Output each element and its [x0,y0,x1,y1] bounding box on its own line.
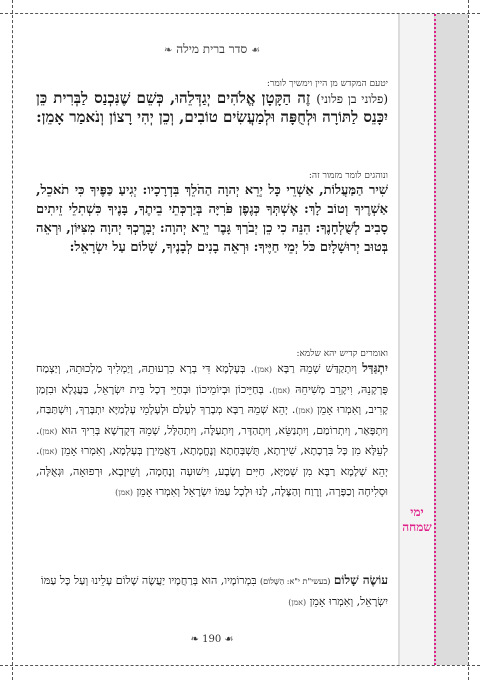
psalm-section [36,170,388,257]
blessing-body: זֶה הַקָּטָן אֱלֹהִים יְגַדְּלֵהוּ, כְּשֵׁם שֶׁנִּכְנַס לַבְּרִית כֵּן יִכָּנֵס לַתּוֹרָה וּלְחֻפָּה וּלְמַעֲשִׂים טוֹבִים, וְכֵן יְהִי רָצוֹן וְנֹאמַר אָמֵן: [36,89,388,126]
tab-divider-line [434,14,436,665]
crop-line-left [12,0,13,680]
amen-response: (אמן) [288,598,307,607]
oseh-shalom-section [36,570,388,613]
amen-response: (אמן) [295,406,314,416]
kaddish-part-6: . יְהֵא שְׁלָמָא רַבָּא מִן שְׁמַיָּא, חַיִּים וְשָׂבָע, וִישׁוּעָה וְנֶחָמָה, וְשֵׁיזָבָא, וּרְפוּאָה, וּגְאֻלָּה, וּסְלִיחָה וְכַפָּרָה, וְרֶוַח וְהַצָּלָה, לָנוּ וּלְכָל עַמּוֹ יִשְׂרָאֵל וְאִמְרוּ אָמֵן [36,444,388,498]
oseh-shalom-text [36,570,388,613]
kaddish-part-4: . יְהֵא שְׁמֵהּ רַבָּא מְבָרַךְ לְעָלַם וּלְעָלְמֵי עָלְמַיָּא יִתְבָּרַךְ, וְיִשְׁתַּבַּח, וְיִתְפָּאַר, וְיִתְרוֹמַם, וְיִתְנַשֵּׂא, וְיִתְהַדָּר, וְיִתְעַלֶּה, וְיִתְהַלָּל, שְׁמֵהּ דְּקֻדְשָׁא בְּרִיךְ הוּא [36,403,389,437]
section-tab-line-1: ימי [410,505,424,519]
amen-response: (אמן) [254,365,272,374]
crop-line-bottom [0,665,480,666]
section-tab-label [399,505,435,535]
kaddish-part-2: . בְּעָלְמָא דִּי בְרָא כִרְעוּתֵהּ, וְיַמְלִיךְ מַלְכוּתֵהּ, וְיַצְמַח פֻּרְקָנֵהּ, וִיקָרֵב מְשִׁיחֵהּ [36,362,388,396]
oseh-shalom-start: עוֹשֶׂה שָׁלוֹם [333,573,388,587]
page-title [36,42,388,57]
psalm-instruction: ונוהגים לומר מזמור זה: [308,171,388,181]
section-tab-line-2: שמחה [402,520,432,534]
amen-response: (אמן) [39,426,58,436]
psalm-text: שִׁיר הַמַּעֲלוֹת, אַשְׁרֵי כָּל יְרֵא יְהוָה הַהֹלֵךְ בִּדְרָכָיו: יְגִיעַ כַּפֶּיךָ כִּי תֹאכֵל, אַשְׁרֶיךָ וְטוֹב לָךְ: אֶשְׁתְּךָ כְּגֶפֶן פֹּרִיָּה בְּיַרְכְּתֵי בֵיתֶךָ, בָּנֶיךָ כִּשְׁתִלֵי זֵיתִים סָבִיב לְשֻׁלְחָנֶךָ: הִנֵּה כִי כֵן יְבֹרַךְ גָּבֶר יְרֵא יְהוָה: יְבָרֶכְךָ יְהוָה מִצִּיּוֹן, וּרְאֵה בְּטוּב יְרוּשָׁלָיִם כֹּל יְמֵי חַיֶּיךָ: וּרְאֵה בָנִים לְבָנֶיךָ, שָׁלוֹם עַל יִשְׂרָאֵל: [36,183,388,255]
amen-response: (אמן) [39,447,58,457]
kaddish-part-5: . לְעֵלָּא מִן כָּל בִּרְכָתָא, שִׁירָתָא, תֻּשְׁבְּחָתָא וְנֶחֱמָתָא, דַּאֲמִירָן בְּעָלְמָא, וְאִמְרוּ אָמֵן [36,423,388,458]
page-number [36,634,388,645]
oseh-shalom-body: בִּמְרוֹמָיו, הוּא בְּרַחֲמָיו יַעֲשֶׂה שָׁלוֹם עָלֵינוּ וְעַל כָּל עַמּוֹ יִשְׂרָאֵל, וְאִמְרוּ אָמֵן [40,574,388,608]
blessing-text [36,89,388,126]
crop-line-right [468,0,469,680]
ornament-left-icon: ❧ [190,634,199,645]
page-number-text: 190 [202,634,222,645]
kaddish-text [36,359,388,502]
kaddish-part-1: וְיִתְקַדַּשׁ שְׁמֵהּ רַבָּא [277,362,357,375]
amen-response: (אמן) [272,385,291,395]
prayer-page [36,42,388,654]
blessing-paren: (פלוני בן פלוני) [316,92,388,106]
kaddish-instruction: ואומרים קדיש יהא שלמא: [296,349,388,359]
page-title-text: סדר ברית מילה [176,42,248,56]
kaddish-start: יִתְגַּדַּל [362,361,388,375]
ornament-right-icon: ☙ [251,45,261,56]
kaddish-part-3: . בְּחַיֵּיכוֹן וּבְיוֹמֵיכוֹן וּבְחַיֵּי דְכָל בֵּית יִשְׂרָאֵל, בַּעֲגָלָא וּבִזְמַן קָרִיב, וְאִמְרוּ אָמֵן [36,382,389,417]
ornament-left-icon: ❧ [163,45,173,56]
blessing-section [36,78,388,126]
oseh-shalom-note: (בעשי"ת י"א: הַשָּׁלוֹם) [260,577,331,586]
section-tab [400,14,435,665]
ornament-right-icon: ☙ [224,634,234,645]
amen-response: (אמן) [115,487,133,497]
blessing-instruction: יטעם המקדש מן היין וימשיך לומר: [266,79,388,89]
kaddish-section [36,348,388,502]
